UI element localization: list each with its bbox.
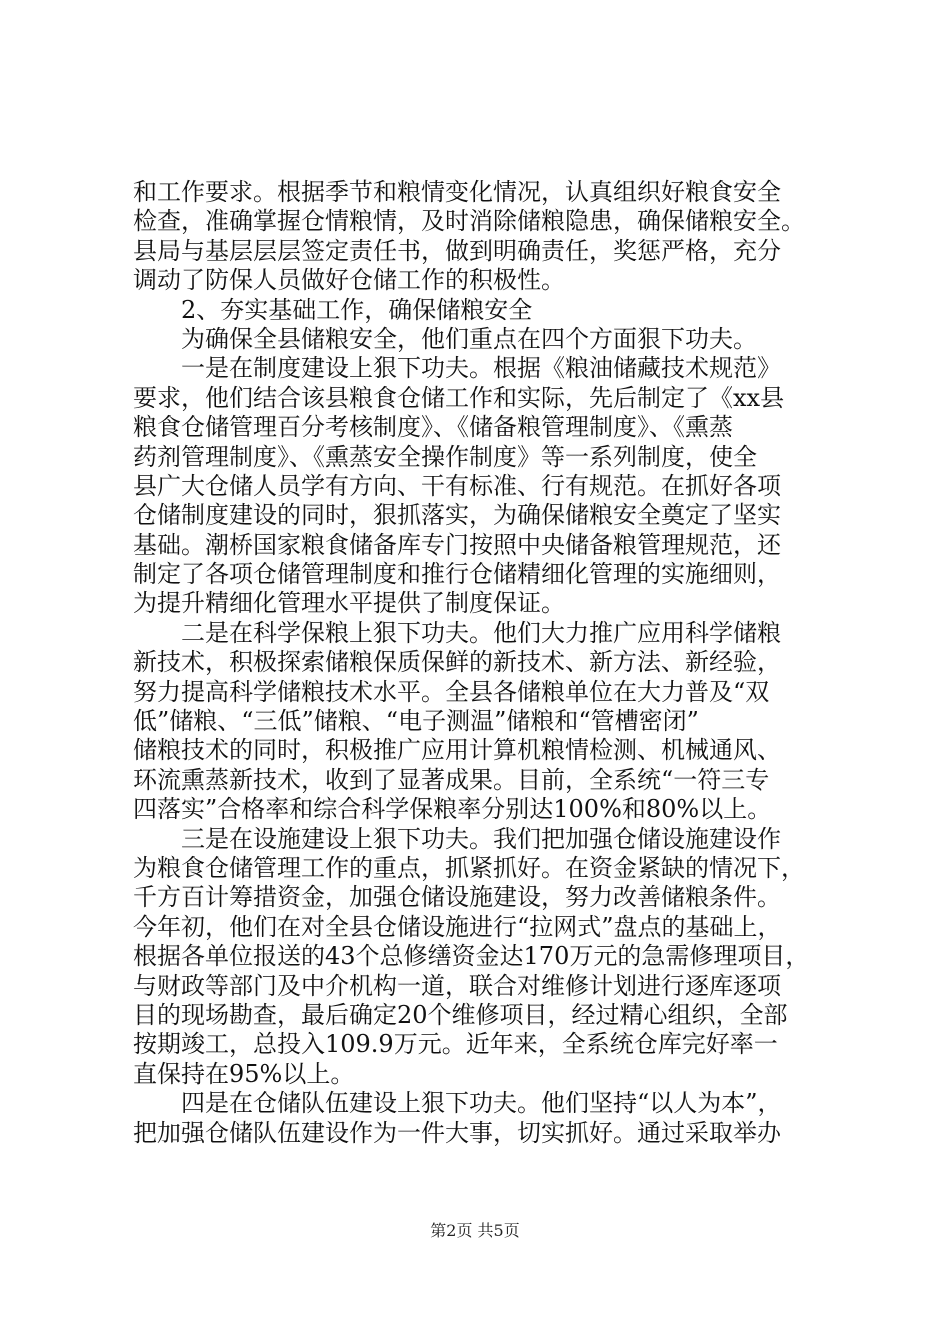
text-line: 环流熏蒸新技术，收到了显著成果。目前，全系统“一符三专 xyxy=(133,765,770,794)
text-line: 与财政等部门及中介机构一道，联合对维修计划进行逐库逐项 xyxy=(133,971,781,1000)
text-line: 要求，他们结合该县粮食仓储工作和实际，先后制定了《xx县 xyxy=(133,383,785,412)
text-line: 粮食仓储管理百分考核制度》、《储备粮管理制度》、《熏蒸 xyxy=(133,413,733,442)
text-line: 千方百计筹措资金，加强仓储设施建设，努力改善储粮条件。 xyxy=(133,883,781,912)
text-line: 县广大仓储人员学有方向、干有标准、行有规范。在抓好各项 xyxy=(133,471,781,500)
text-line: 把加强仓储队伍建设作为一件大事，切实抓好。通过采取举办 xyxy=(133,1118,781,1147)
text-line: 制定了各项仓储管理制度和推行仓储精细化管理的实施细则， xyxy=(133,560,781,589)
text-line: 三是在设施建设上狠下功夫。我们把加强仓储设施建设作 xyxy=(181,824,781,853)
text-line: 四落实”合格率和综合科学保粮率分别达100%和80%以上。 xyxy=(133,795,772,824)
text-line: 今年初，他们在对全县仓储设施进行“拉网式”盘点的基础上， xyxy=(133,912,782,941)
text-line: 基础。潮桥国家粮食储备库专门按照中央储备粮管理规范，还 xyxy=(133,530,781,559)
text-line: 药剂管理制度》、《熏蒸安全操作制度》等一系列制度，使全 xyxy=(133,442,757,471)
text-line: 检查，准确掌握仓情粮情，及时消除储粮隐患，确保储粮安全。 xyxy=(133,207,805,236)
text-line: 和工作要求。根据季节和粮情变化情况，认真组织好粮食安全 xyxy=(133,178,781,206)
text-line: 根据各单位报送的43个总修缮资金达170万元的急需修理项目， xyxy=(133,942,810,971)
text-line: 2、夯实基础工作，确保储粮安全 xyxy=(181,295,533,324)
text-line: 一是在制度建设上狠下功夫。根据《粮油储藏技术规范》 xyxy=(181,354,781,383)
text-line: 仓储制度建设的同时，狠抓落实，为确保储粮安全奠定了坚实 xyxy=(133,501,781,530)
text-line: 储粮技术的同时，积极推广应用计算机粮情检测、机械通风、 xyxy=(133,736,781,765)
text-line: 为确保全县储粮安全，他们重点在四个方面狠下功夫。 xyxy=(181,324,757,353)
text-line: 二是在科学保粮上狠下功夫。他们大力推广应用科学储粮 xyxy=(181,618,781,647)
text-line: 按期竣工，总投入109.9万元。近年来，全系统仓库完好率一 xyxy=(133,1030,778,1059)
page-footer: 第2页 共5页 xyxy=(430,1221,520,1240)
text-line: 新技术，积极探索储粮保质保鲜的新技术、新方法、新经验， xyxy=(133,648,781,677)
text-line: 调动了防保人员做好仓储工作的积极性。 xyxy=(133,266,565,295)
text-line: 低”储粮、“三低”储粮、“电子测温”储粮和“管槽密闭” xyxy=(133,707,699,736)
text-line: 为粮食仓储管理工作的重点，抓紧抓好。在资金紧缺的情况下， xyxy=(133,853,805,882)
text-line: 直保持在95%以上。 xyxy=(133,1059,355,1088)
body-text xyxy=(133,178,833,1148)
text-line: 四是在仓储队伍建设上狠下功夫。他们坚持“以人为本”， xyxy=(181,1089,782,1118)
text-line: 努力提高科学储粮技术水平。全县各储粮单位在大力普及“双 xyxy=(133,677,770,706)
text-line: 为提升精细化管理水平提供了制度保证。 xyxy=(133,589,565,618)
text-line: 县局与基层层层签定责任书，做到明确责任，奖惩严格，充分 xyxy=(133,236,781,265)
text-line: 目的现场勘查，最后确定20个维修项目，经过精心组织，全部 xyxy=(133,1000,788,1029)
